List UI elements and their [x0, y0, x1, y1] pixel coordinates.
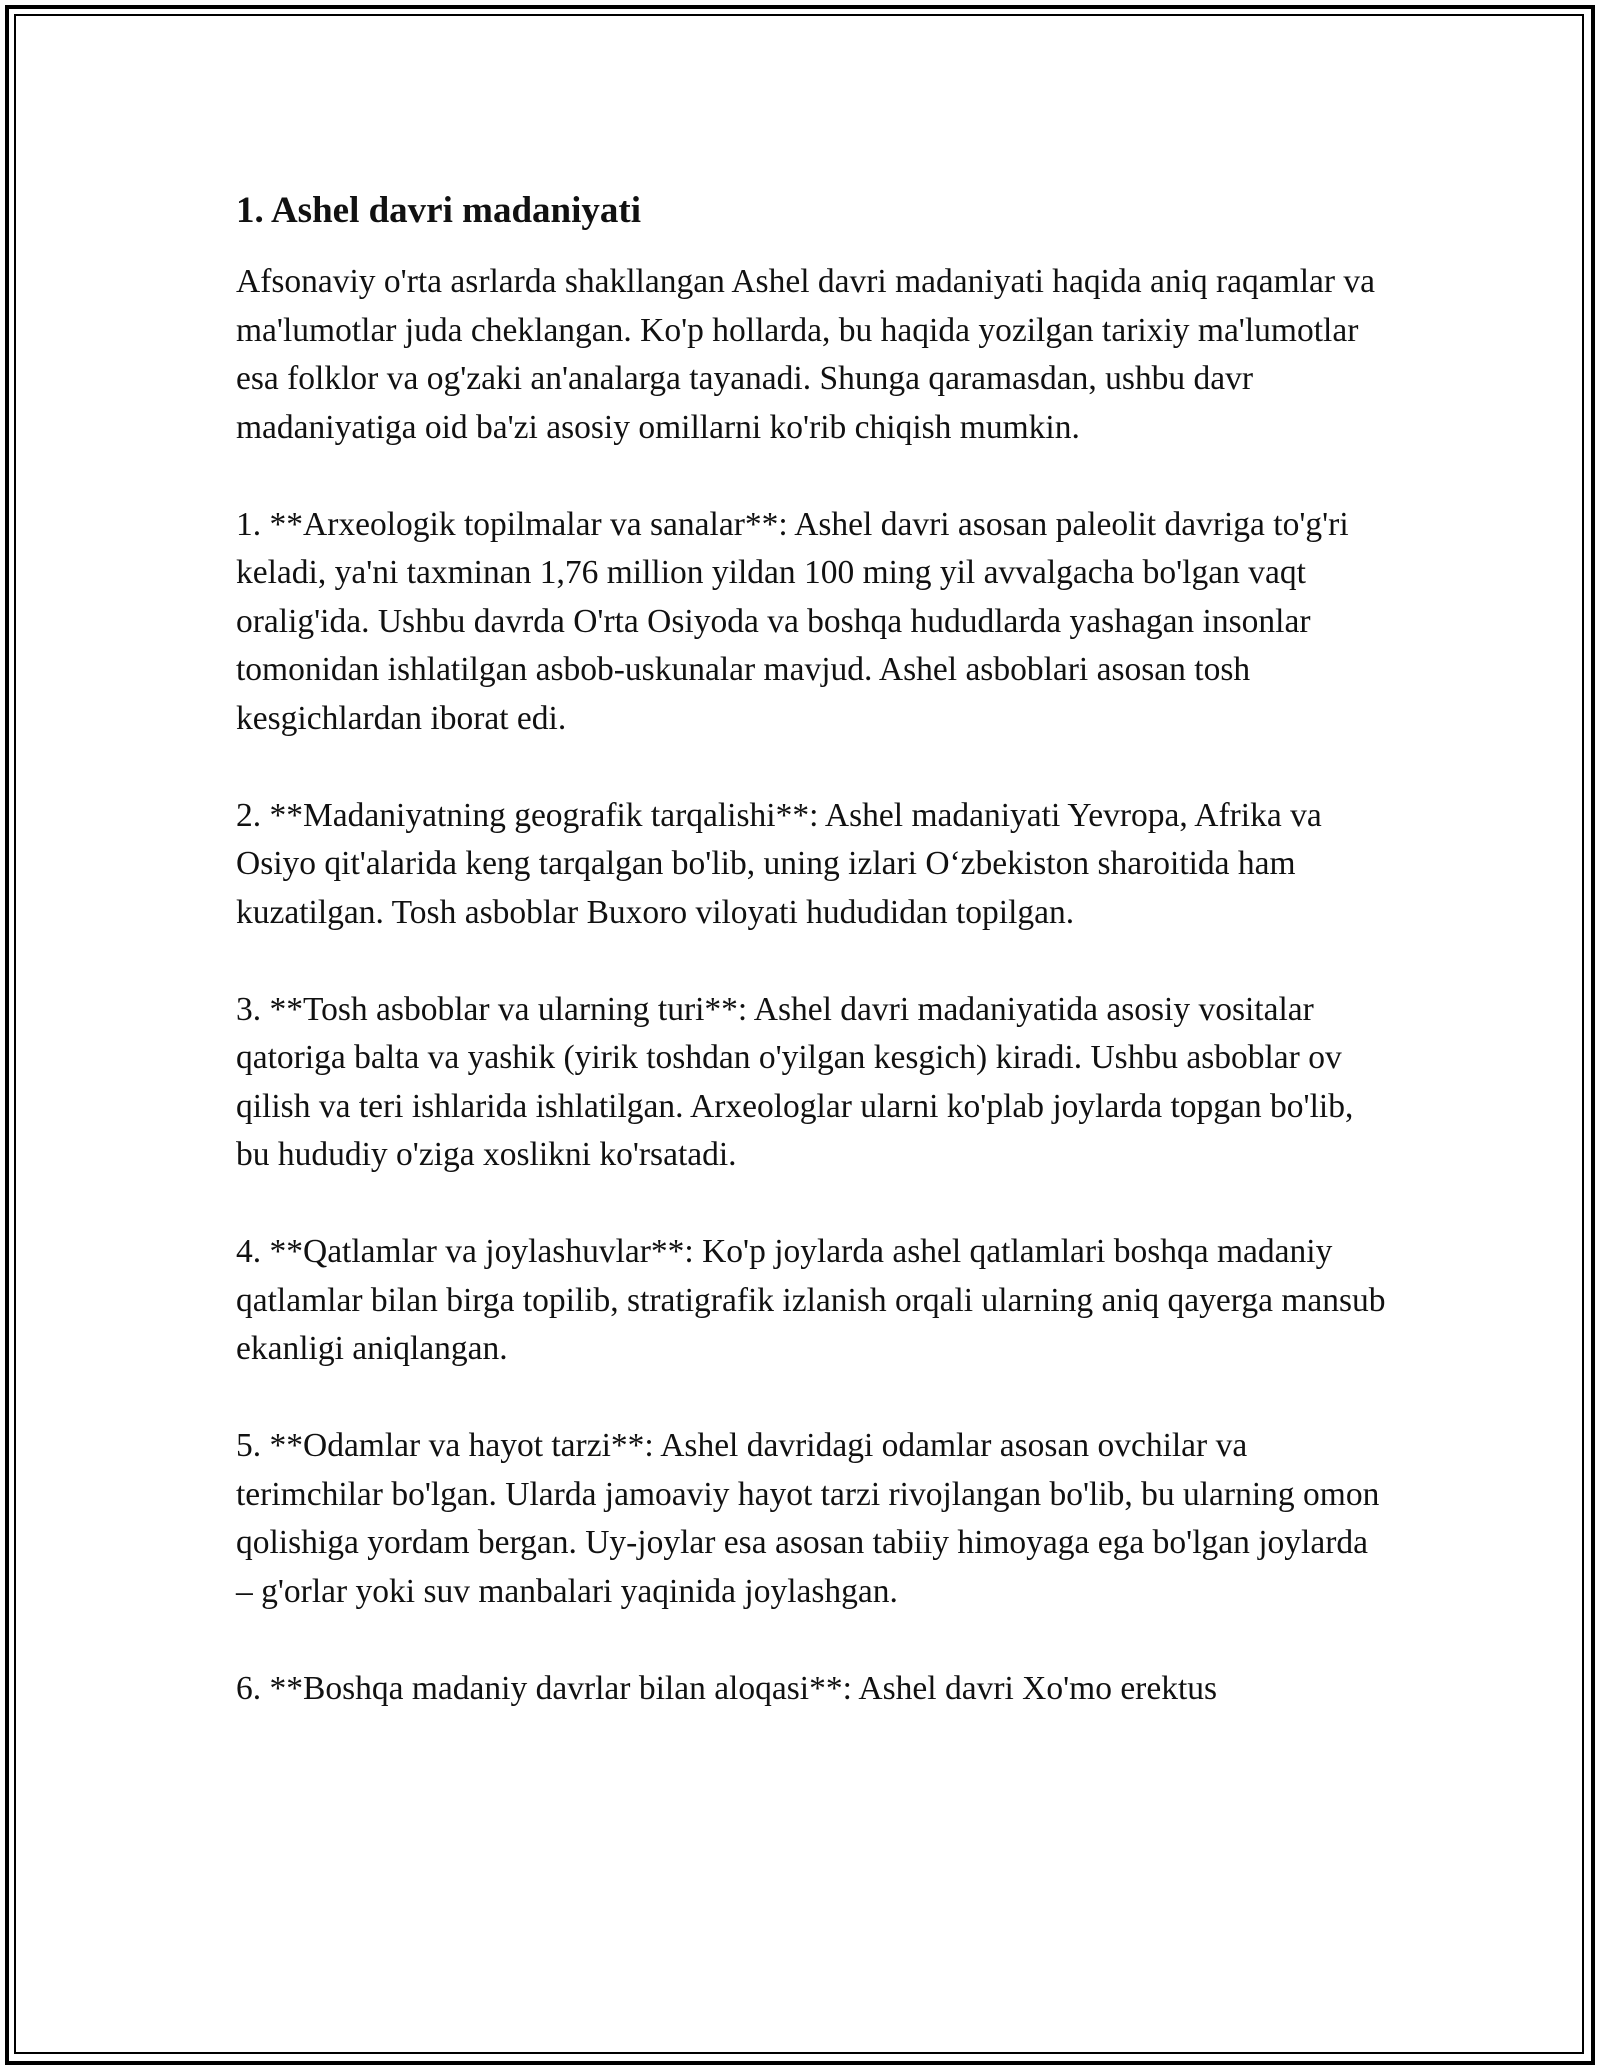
intro-paragraph: Afsonaviy o'rta asrlarda shakllangan Ashel davri madaniyati haqida aniq raqamlar va ma'lumotlar juda cheklangan. Ko'p hollarda, bu haqida yozilgan tarixiy ma'lumotlar esa folklor va og'zaki an'analarga tayanadi. Shunga qaramasdan, ushbu davr madaniyatiga oid ba'zi asosiy omillarni ko'rib chiqish mumkin.	[236, 263, 1376, 446]
list-item-4: 4. **Qatlamlar va joylashuvlar**: Ko'p joylarda ashel qatlamlari boshqa madaniy qatlamlar bilan birga topilib, stratigrafik izlanish orqali ularning aniq qayerga mansub ekanligi aniqlangan.	[236, 1233, 1386, 1367]
document-body	[236, 186, 1386, 1713]
list-item-3: 3. **Tosh asboblar va ularning turi**: Ashel davri madaniyatida asosiy vositalar qatoriga balta va yashik (yirik toshdan o'yilgan kesgich) kiradi. Ushbu asboblar ov qilish va teri ishlarida ishlatilgan. Arxeologlar ularni ko'plab joylarda topgan bo'lib, bu hududiy o'ziga xoslikni ko'rsatadi.	[236, 990, 1354, 1173]
list-item-2: 2. **Madaniyatning geografik tarqalishi**: Ashel madaniyati Yevropa, Afrika va Osiyo qit'alarida keng tarqalgan bo'lib, uning izlari O‘zbekiston sharoitida ham kuzatilgan. Tosh asboblar Buxoro viloyati hududidan topilgan.	[236, 796, 1322, 931]
document-title: 1. Ashel davri madaniyati	[236, 190, 641, 231]
list-item-1: 1. **Arxeologik topilmalar va sanalar**: Ashel davri asosan paleolit davriga to'g'ri keladi, ya'ni taxminan 1,76 million yildan 100 ming yil avvalgacha bo'lgan vaqt oralig'ida. Ushbu davrda O'rta Osiyoda va boshqa hududlarda yashagan insonlar tomonidan ishlatilgan asbob-uskunalar mavjud. Ashel asboblari asosan tosh kesgichlardan iborat edi.	[236, 505, 1349, 737]
list-item-6: 6. **Boshqa madaniy davrlar bilan aloqasi**: Ashel davri Xo'mo erektus	[236, 1669, 1218, 1707]
list-item-5: 5. **Odamlar va hayot tarzi**: Ashel davridagi odamlar asosan ovchilar va terimchilar bo'lgan. Ularda jamoaviy hayot tarzi rivojlangan bo'lib, bu ularning omon qolishiga yordam bergan. Uy-joylar esa asosan tabiiy himoyaga ega bo'lgan joylarda – g'orlar yoki suv manbalari yaqinida joylashgan.	[236, 1427, 1380, 1610]
